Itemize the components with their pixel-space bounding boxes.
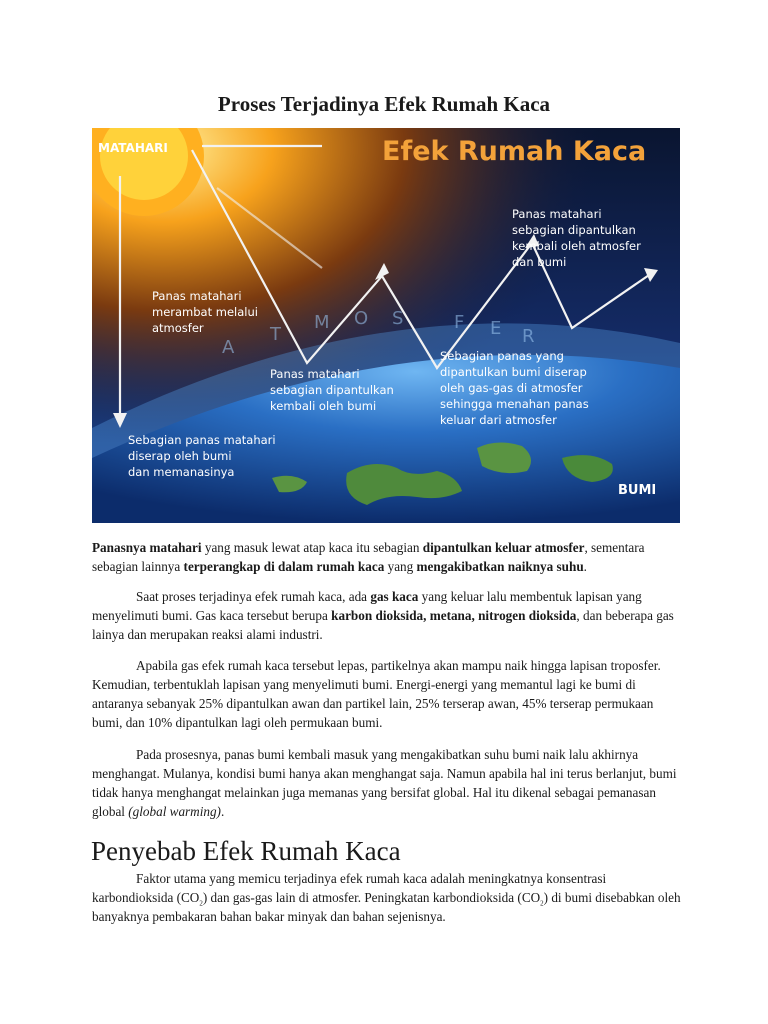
atmosphere-letter: T: [270, 324, 281, 345]
paragraph-causes: [92, 869, 682, 926]
figure-heading: Efek Rumah Kaca: [382, 136, 647, 167]
text-span: yang: [384, 559, 417, 574]
text-span: , sementara sebagian lainnya: [92, 540, 645, 574]
text-bold: dipantulkan keluar atmosfer: [422, 540, 585, 555]
atmosphere-letter: M: [314, 312, 330, 333]
paragraph-global-warming: [92, 745, 682, 821]
label-absorbed-by-gases: Sebagian panas yang dipantulkan bumi diserap oleh gas-gas di atmosfer sehingga menahan panas keluar dari atmosfer: [440, 349, 589, 427]
text-span: .: [583, 559, 587, 574]
text-span: yang masuk lewat atap kaca itu sebagian: [201, 540, 423, 555]
atmosphere-letter: S: [392, 308, 404, 329]
atmosphere-letter: F: [454, 312, 465, 333]
paragraph-intro: [92, 538, 682, 576]
sun-label: MATAHARI: [98, 141, 168, 155]
text-span: Pada prosesnya, panas bumi kembali masuk yang mengakibatkan suhu bumi naik lalu akhirnya menghangat. Mulanya, kondisi bumi hanya akan menghangat saja. Namun apabila hal ini terus berlanjut, bumi tidak hanya menghangat melainkan juga memanas yang bersifat global. Hal itu dikenal sebagai pemanasan global: [92, 747, 677, 819]
text-span: ) dan gas-gas lain di atmosfer. Peningkatan karbondioksida (CO: [202, 890, 541, 905]
illustration-svg: [92, 128, 680, 523]
atmosphere-letter: A: [222, 337, 235, 358]
page-title: Proses Terjadinya Efek Rumah Kaca: [217, 92, 551, 116]
atmosphere-letter: E: [490, 318, 502, 339]
text-span: .: [220, 804, 225, 819]
text-span: yang keluar lalu membentuk lapisan yang menyelimuti bumi. Gas kaca tersebut berupa: [92, 589, 642, 623]
atmosphere-letter: R: [522, 326, 535, 347]
paragraph-troposphere: Apabila gas efek rumah kaca tersebut lepas, partikelnya akan mampu naik hingga lapisan troposfer. Kemudian, terbentuklah lapisan yang menyelimuti bumi. Energi-energi yang memantul lagi ke bumi di antaranya sebanyak 25% dipantulkan awan dan partikel lain, 25% terserap awan, 45% terserap permukaan bumi, dan 10% dipantulkan lagi oleh permukaan bumi.: [92, 658, 661, 730]
label-reflected-by-atmosphere: Panas matahari sebagian dipantulkan kembali oleh atmosfer dan bumi: [512, 207, 641, 269]
subscript: 2: [540, 899, 544, 908]
subscript: 2: [199, 899, 203, 908]
text-span: ) di bumi disebabkan oleh banyaknya pembakaran bahan bakar minyak dan bahan sejenisnya.: [92, 890, 681, 924]
paragraph-greenhouse-gases: [92, 587, 682, 644]
earth-label: BUMI: [618, 483, 657, 498]
text-span: Faktor utama yang memicu terjadinya efek rumah kaca adalah meningkatnya konsentrasi karbondioksida (CO: [92, 871, 607, 905]
atmosphere-letter: O: [354, 308, 369, 329]
text-bold: mengakibatkan naiknya suhu: [416, 559, 584, 574]
section-heading: Penyebab Efek Rumah Kaca: [91, 836, 401, 866]
label-heat-through-atmosphere: Panas matahari merambat melalui atmosfer: [152, 289, 258, 335]
text-span: Saat proses terjadinya efek rumah kaca, ada: [136, 589, 371, 604]
greenhouse-effect-illustration: [92, 128, 680, 523]
text-span: , dan beberapa gas lainya dan merupakan reaksi alami industri.: [92, 608, 674, 642]
text-bold: terperangkap di dalam rumah kaca: [183, 559, 385, 574]
text-bold: karbon dioksida, metana, nitrogen dioksida: [331, 608, 577, 623]
text-italic: (global warming): [128, 804, 221, 819]
label-reflected-by-earth: Panas matahari sebagian dipantulkan kembali oleh bumi: [270, 367, 394, 413]
label-absorbed-by-earth: Sebagian panas matahari diserap oleh bumi dan memanasinya: [128, 433, 276, 479]
text-bold: gas kaca: [370, 589, 419, 604]
text-bold: Panasnya matahari: [92, 540, 202, 555]
